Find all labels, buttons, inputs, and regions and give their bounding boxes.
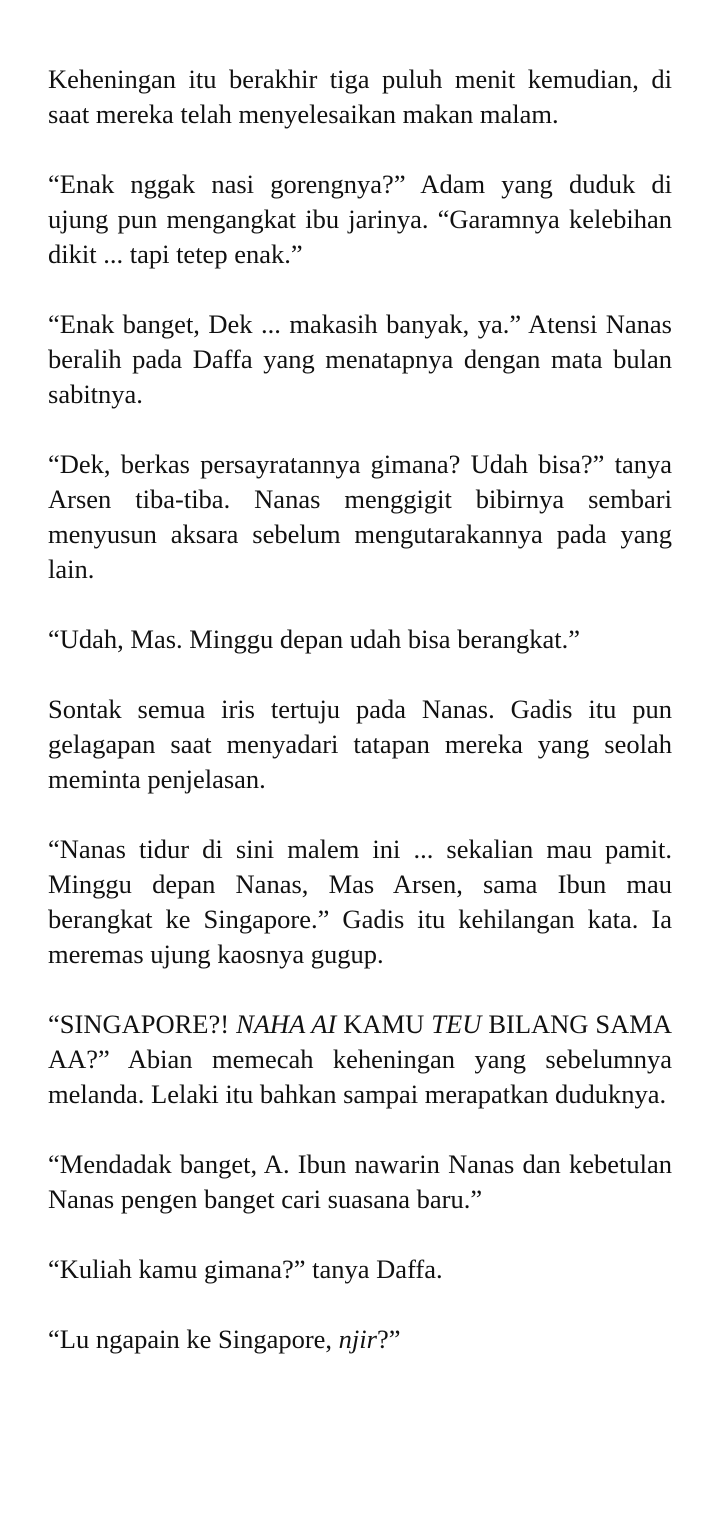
paragraph [48, 622, 672, 657]
paragraph [48, 447, 672, 587]
paragraph [48, 62, 672, 132]
paragraph-text: “Nanas tidur di sini malem ini ... sekalian mau pamit. Minggu depan Nanas, Mas Arsen, sama Ibun mau berangkat ke Singapore.” Gadis itu kehilangan kata. Ia meremas ujung kaosnya gugup. [48, 834, 672, 969]
paragraph-text: ?” [376, 1324, 401, 1354]
paragraph [48, 832, 672, 972]
paragraph-italic-text: njir [338, 1324, 377, 1354]
paragraph-text: “Kuliah kamu gimana?” tanya Daffa. [48, 1254, 443, 1284]
story-text [48, 62, 672, 1357]
paragraph-text: “Udah, Mas. Minggu depan udah bisa berangkat.” [48, 624, 581, 654]
paragraph [48, 307, 672, 412]
paragraph-text: “Mendadak banget, A. Ibun nawarin Nanas dan kebetulan Nanas pengen banget cari suasana baru.” [48, 1149, 672, 1214]
paragraph-text: “Lu ngapain ke Singapore, [48, 1324, 339, 1354]
paragraph [48, 1322, 672, 1357]
paragraph-text: Keheningan itu berakhir tiga puluh menit kemudian, di saat mereka telah menyelesaikan makan malam. [48, 64, 672, 129]
paragraph [48, 1147, 672, 1217]
paragraph-italic-text: TEU [431, 1009, 482, 1039]
paragraph [48, 1252, 672, 1287]
paragraph-text: “Dek, berkas persayratannya gimana? Udah bisa?” tanya Arsen tiba-tiba. Nanas menggigit bibirnya sembari menyusun aksara sebelum mengutarakannya pada yang lain. [48, 449, 672, 584]
paragraph [48, 1007, 672, 1112]
paragraph-text: Sontak semua iris tertuju pada Nanas. Gadis itu pun gelagapan saat menyadari tatapan mereka yang seolah meminta penjelasan. [48, 694, 672, 794]
paragraph-text: BILANG SAMA AA?” Abian memecah keheningan yang sebelumnya melanda. Lelaki itu bahkan sampai merapatkan duduknya. [48, 1009, 672, 1109]
paragraph-italic-text: NAHA AI [236, 1009, 337, 1039]
paragraph-text: “SINGAPORE?! [48, 1009, 237, 1039]
paragraph [48, 167, 672, 272]
paragraph-text: “Enak nggak nasi gorengnya?” Adam yang duduk di ujung pun mengangkat ibu jarinya. “Garamnya kelebihan dikit ... tapi tetep enak.” [48, 169, 672, 269]
paragraph-text: KAMU [336, 1009, 432, 1039]
paragraph-text: “Enak banget, Dek ... makasih banyak, ya.” Atensi Nanas beralih pada Daffa yang menatapnya dengan mata bulan sabitnya. [48, 309, 672, 409]
paragraph [48, 692, 672, 797]
